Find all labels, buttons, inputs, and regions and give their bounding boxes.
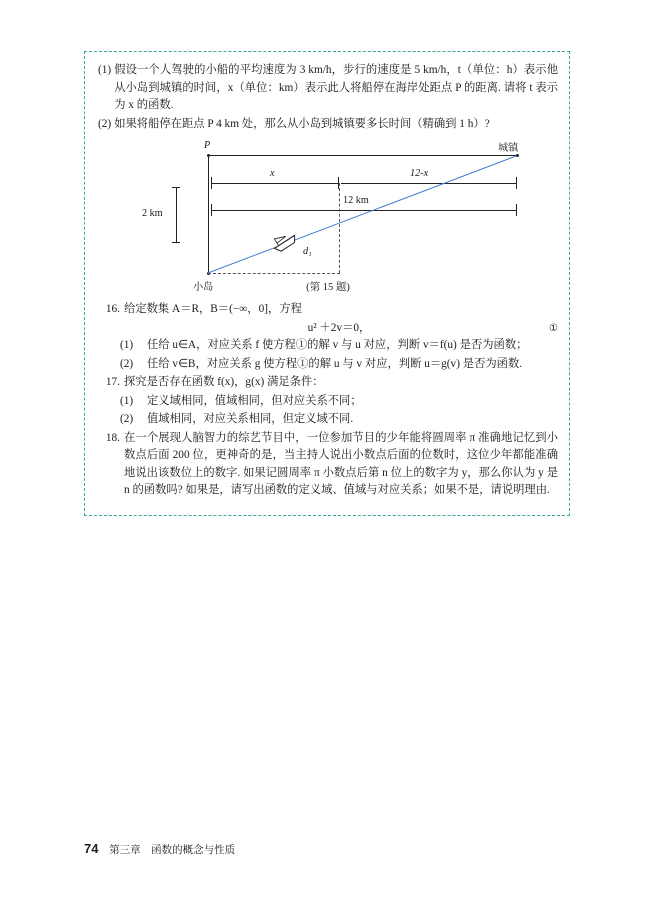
exercise-number: (2) (120, 357, 134, 370)
figure-caption: (第 15 题) (306, 282, 350, 293)
exercise-text: 假设一个人驾驶的小船的平均速度为 3 km/h，步行的速度是 5 km/h，t（单位：h）表示他从小岛到城镇的时间，x（单位：km）表示此人将船停在海岸处距点 P 的距离. 请将 t 表示为 x 的函数. (114, 64, 558, 111)
exercise-number: (1) (120, 339, 134, 351)
exercise-text: 任给 v∈B，对应关系 g 使方程①的解 u 与 v 对应，判断 u＝g(v) 是否为函数. (147, 357, 523, 370)
label-d1: d₁ (303, 246, 312, 257)
equation-tag: ① (549, 322, 558, 334)
label-town: 城镇 (498, 143, 519, 154)
exercise-16-1 (120, 337, 558, 355)
exercise-number: 18. (105, 431, 120, 444)
exercise-17-1 (120, 393, 558, 411)
label-twelve-km: 12 km (343, 195, 369, 206)
exercise-q15-1 (98, 62, 558, 115)
chapter-title: 第三章 函数的概念与性质 (109, 845, 236, 856)
exercise-number: (1) (98, 64, 112, 76)
figure-problem-15 (98, 135, 558, 297)
label-x: x (270, 168, 275, 179)
exercise-text: 任给 u∈A，对应关系 f 使方程①的解 v 与 u 对应，判断 v＝f(u) 是否为函数； (147, 339, 528, 351)
exercise-text: 如果将船停在距点 P 4 km 处，那么从小岛到城镇要多长时间（精确到 1 h）? (114, 117, 490, 130)
label-island: 小岛 (193, 282, 214, 293)
exercise-text: 在一个展现人脑智力的综艺节目中，一位参加节目的少年能将圆周率 π 准确地记忆到小数点后面 200 位，更神奇的是，当主持人说出小数点后面的位数时，这位少年都能准确地说出该数位上的数字. 如果记圆周率 π 小数点后第 n 位上的数字为 y，那么你认为 y 是 n 的函数吗? 如果是，请写出函数的定义域、值域与对应关系；如果不是，请说明理由. (124, 431, 558, 496)
exercise-content (98, 62, 558, 501)
exercise-17-2 (120, 411, 558, 429)
exercise-17-subitems (120, 393, 558, 429)
exercise-text: 定义域相同，值域相同，但对应关系不同； (147, 394, 362, 407)
exercise-number: (2) (98, 117, 112, 130)
exercise-18 (98, 430, 558, 500)
exercise-text: 探究是否存在函数 f(x)，g(x) 满足条件： (124, 376, 324, 388)
exercise-16-2 (120, 356, 558, 374)
exercise-16-subitems (120, 337, 558, 373)
label-twelve-minus-x: 12-x (410, 168, 429, 179)
exercise-17 (98, 374, 558, 392)
exercise-text: 给定数集 A＝R，B＝(−∞，0]，方程 (124, 303, 302, 315)
exercise-text: 值域相同，对应关系相同，但定义域不同. (147, 413, 354, 425)
exercise-number: 17. (105, 376, 120, 388)
equation-row (120, 320, 558, 338)
label-two-km: 2 km (142, 208, 163, 219)
exercise-q15-2 (98, 116, 558, 134)
page-footer (84, 841, 235, 857)
exercise-number: 16. (105, 303, 120, 315)
exercise-16 (98, 301, 558, 319)
exercise-number: (1) (120, 394, 134, 407)
route-line (98, 135, 558, 297)
exercise-number: (2) (120, 413, 134, 425)
label-p: P (204, 140, 211, 151)
equation-text: u² ＋2v＝0， (307, 321, 371, 334)
page-number: 74 (84, 841, 99, 856)
